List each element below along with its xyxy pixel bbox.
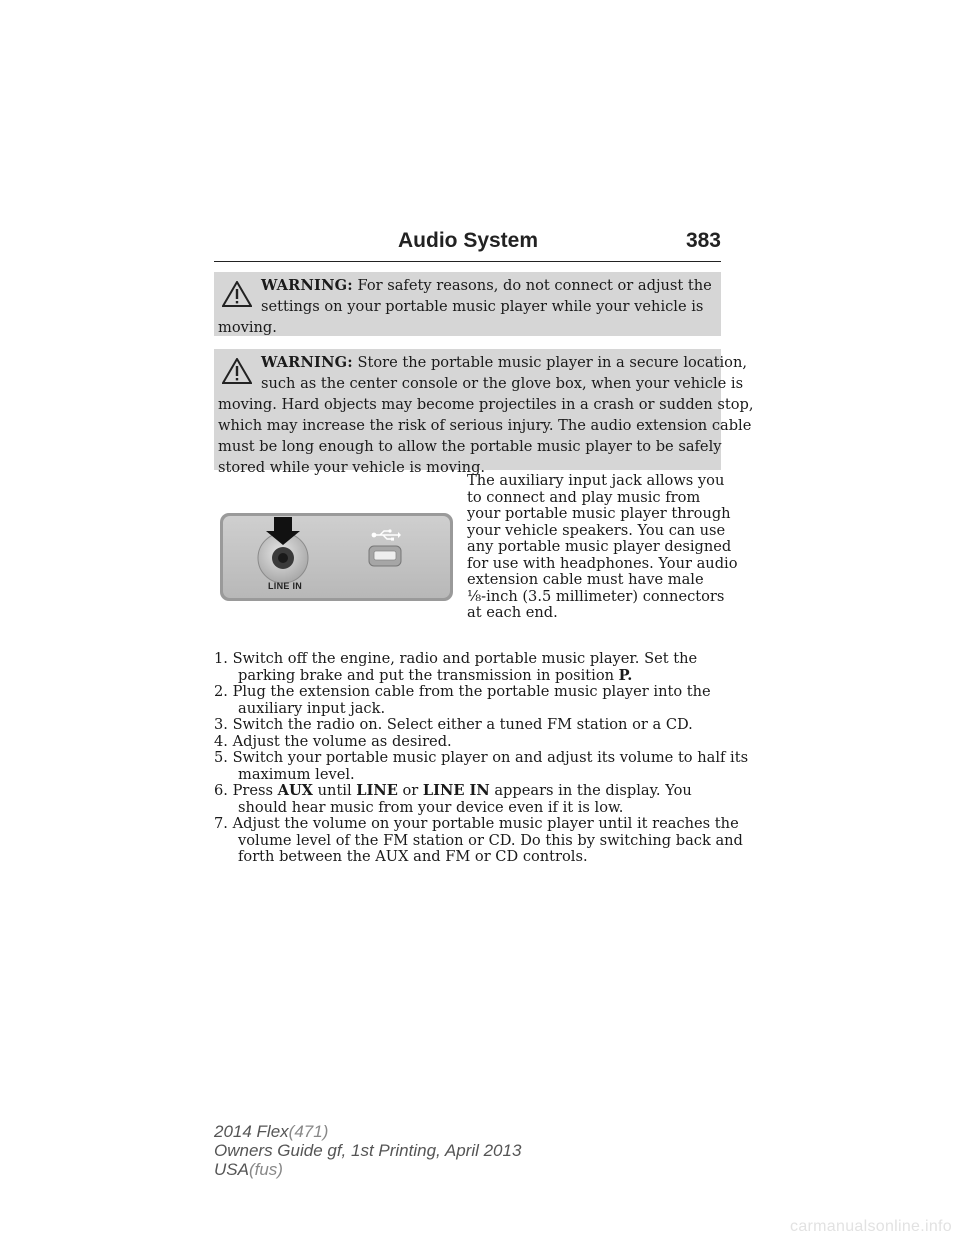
warning-line: must be long enough to allow the portable music player to be safely — [218, 438, 722, 455]
footer-line: Owners Guide gf, 1st Printing, April 2013 — [214, 1141, 522, 1160]
step-line: 1. Switch off the engine, radio and portable music player. Set the — [214, 650, 698, 667]
aux-description — [467, 472, 738, 622]
warning-line: WARNING: For safety reasons, do not connect or adjust the — [261, 277, 712, 294]
warning-line: such as the center console or the glove box, when your vehicle is — [261, 375, 744, 392]
warning-box — [214, 349, 754, 476]
step-line: parking brake and put the transmission in position P. — [238, 666, 633, 684]
step-line: 2. Plug the extension cable from the portable music player into the — [214, 683, 711, 700]
step-line: 4. Adjust the volume as desired. — [214, 732, 452, 750]
step-line: maximum level. — [238, 765, 355, 783]
warning-label: WARNING: — [261, 277, 353, 294]
section-title: Audio System — [398, 229, 539, 252]
aux-jack-illustration — [219, 512, 454, 602]
warning-line: WARNING: Store the portable music player in a secure location, — [261, 354, 748, 371]
step-line: 6. Press AUX until LINE or LINE IN appears in the display. You — [214, 782, 692, 799]
body-text-line: for use with headphones. Your audio — [467, 554, 738, 572]
watermark: carmanualsonline.info — [790, 1218, 952, 1235]
body-text-line: ⅛-inch (3.5 millimeter) connectors — [467, 587, 725, 605]
warning-triangle-icon — [222, 281, 252, 307]
panel-drawing — [219, 512, 454, 602]
footer-line: 2014 Flex(471) — [214, 1122, 329, 1141]
warning-line: which may increase the risk of serious injury. The audio extension cable — [218, 417, 752, 434]
warning-line: stored while your vehicle is moving. — [218, 459, 486, 476]
step-line: auxiliary input jack. — [238, 699, 386, 717]
warning-line: moving. Hard objects may become projectiles in a crash or sudden stop, — [218, 396, 754, 413]
body-text-line: at each end. — [467, 604, 558, 621]
warning-triangle-icon — [222, 358, 252, 384]
warning-line: settings on your portable music player while your vehicle is — [261, 298, 704, 315]
body-text-line: extension cable must have male — [467, 571, 704, 588]
usb-icon — [371, 529, 401, 541]
body-text-line: The auxiliary input jack allows you — [467, 472, 725, 489]
line-in-label: LINE IN — [268, 581, 303, 591]
step-line: 5. Switch your portable music player on and adjust its volume to half its — [214, 749, 749, 766]
step-line: 3. Switch the radio on. Select either a tuned FM station or a CD. — [214, 716, 693, 733]
footer-line: USA(fus) — [214, 1160, 283, 1179]
body-text-line: to connect and play music from — [467, 488, 701, 506]
step-line: volume level of the FM station or CD. Do this by switching back and — [238, 831, 743, 849]
instruction-steps — [214, 650, 749, 866]
body-text-line: your vehicle speakers. You can use — [467, 521, 726, 539]
warning-box — [214, 272, 721, 336]
body-text-line: your portable music player through — [467, 505, 731, 522]
step-line: forth between the AUX and FM or CD controls. — [238, 848, 588, 865]
step-line: 7. Adjust the volume on your portable music player until it reaches the — [214, 815, 739, 832]
warning-label: WARNING: — [261, 354, 353, 371]
warning-line: moving. — [218, 319, 277, 336]
page-header — [214, 229, 721, 262]
step-line: should hear music from your device even if it is low. — [238, 798, 624, 816]
print-footer — [214, 1122, 521, 1179]
body-text-line: any portable music player designed — [467, 538, 732, 555]
page-number: 383 — [685, 229, 721, 252]
